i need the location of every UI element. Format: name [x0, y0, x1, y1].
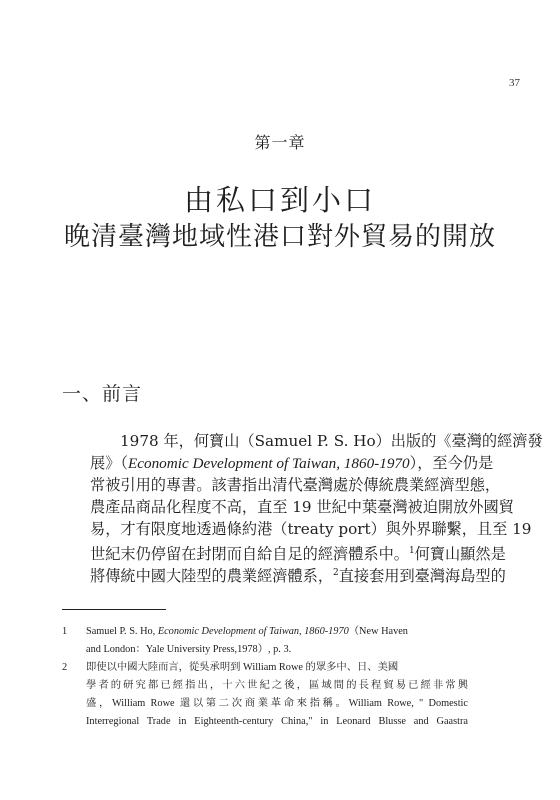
paragraph-line: 常被引用的專書。該書指出清代臺灣處於傳統農業經濟型態，	[90, 476, 501, 494]
text-run: 展》（	[90, 454, 128, 472]
chapter-title-main: 由私口到小口	[183, 183, 376, 217]
footnote-text: （New Haven	[348, 626, 408, 637]
footnote-1	[62, 623, 470, 641]
text-run: 直接套用到臺灣海島型的	[338, 567, 506, 585]
footnote-number: 1	[62, 626, 68, 637]
paragraph-line: 1978 年，何寶山（Samuel P. S. Ho）出版的《臺灣的經濟發	[120, 432, 543, 450]
footnote-number: 2	[62, 662, 68, 673]
footnote-title-italic: Economic Development of Taiwan, 1860-1970	[157, 626, 349, 637]
text-run: 將傳統中國大陸型的農業經濟體系，	[90, 567, 333, 585]
paragraph-line: 易，才有限度地透過條約港（treaty port）與外界聯繫，且至 19	[90, 520, 532, 538]
footnote-line: and London：Yale University Press,1978）, p. 3.	[86, 644, 292, 655]
footnote-divider	[62, 609, 166, 610]
section-heading: 一、前言	[62, 383, 143, 405]
chapter-title-subtitle: 晚清臺灣地域性港口對外貿易的開放	[63, 222, 496, 252]
footnote-text: Samuel P. S. Ho,	[86, 626, 158, 637]
text-run: 世紀末仍停留在封閉而自給自足的經濟體系中。	[90, 545, 409, 563]
paragraph-line: 農產品商品化程度不高，直至 19 世紀中葉臺灣被迫開放外國貿	[90, 498, 514, 516]
paragraph-line	[90, 562, 506, 587]
footnote-text: 即使以中國大陸而言，從吳承明到 William Rowe 的眾多中、日、美國	[86, 662, 399, 673]
footnote-line: 學者的研究都已經指出，十六世紀之後，區域間的長程貿易已經非常興	[86, 680, 468, 691]
chapter-label: 第一章	[254, 133, 306, 152]
text-run: 何寶山顯然是	[414, 545, 506, 563]
footnote-ref: 1	[408, 546, 415, 556]
footnote-ref: 2	[333, 568, 339, 578]
book-title-italic: Economic Development of Taiwan, 1860-1970	[127, 455, 410, 472]
footnote-line: 盛，William Rowe 還以第二次商業革命來指稱。William Rowe, " Domestic	[86, 698, 468, 709]
paragraph-line	[90, 452, 494, 475]
footnote-line: Interregional Trade in Eighteenth-century China," in Leonard Blusse and Gaastra	[86, 716, 468, 727]
text-run: ），至今仍是	[409, 454, 494, 472]
footnote-2	[62, 659, 470, 677]
page-number: 37	[509, 77, 520, 89]
